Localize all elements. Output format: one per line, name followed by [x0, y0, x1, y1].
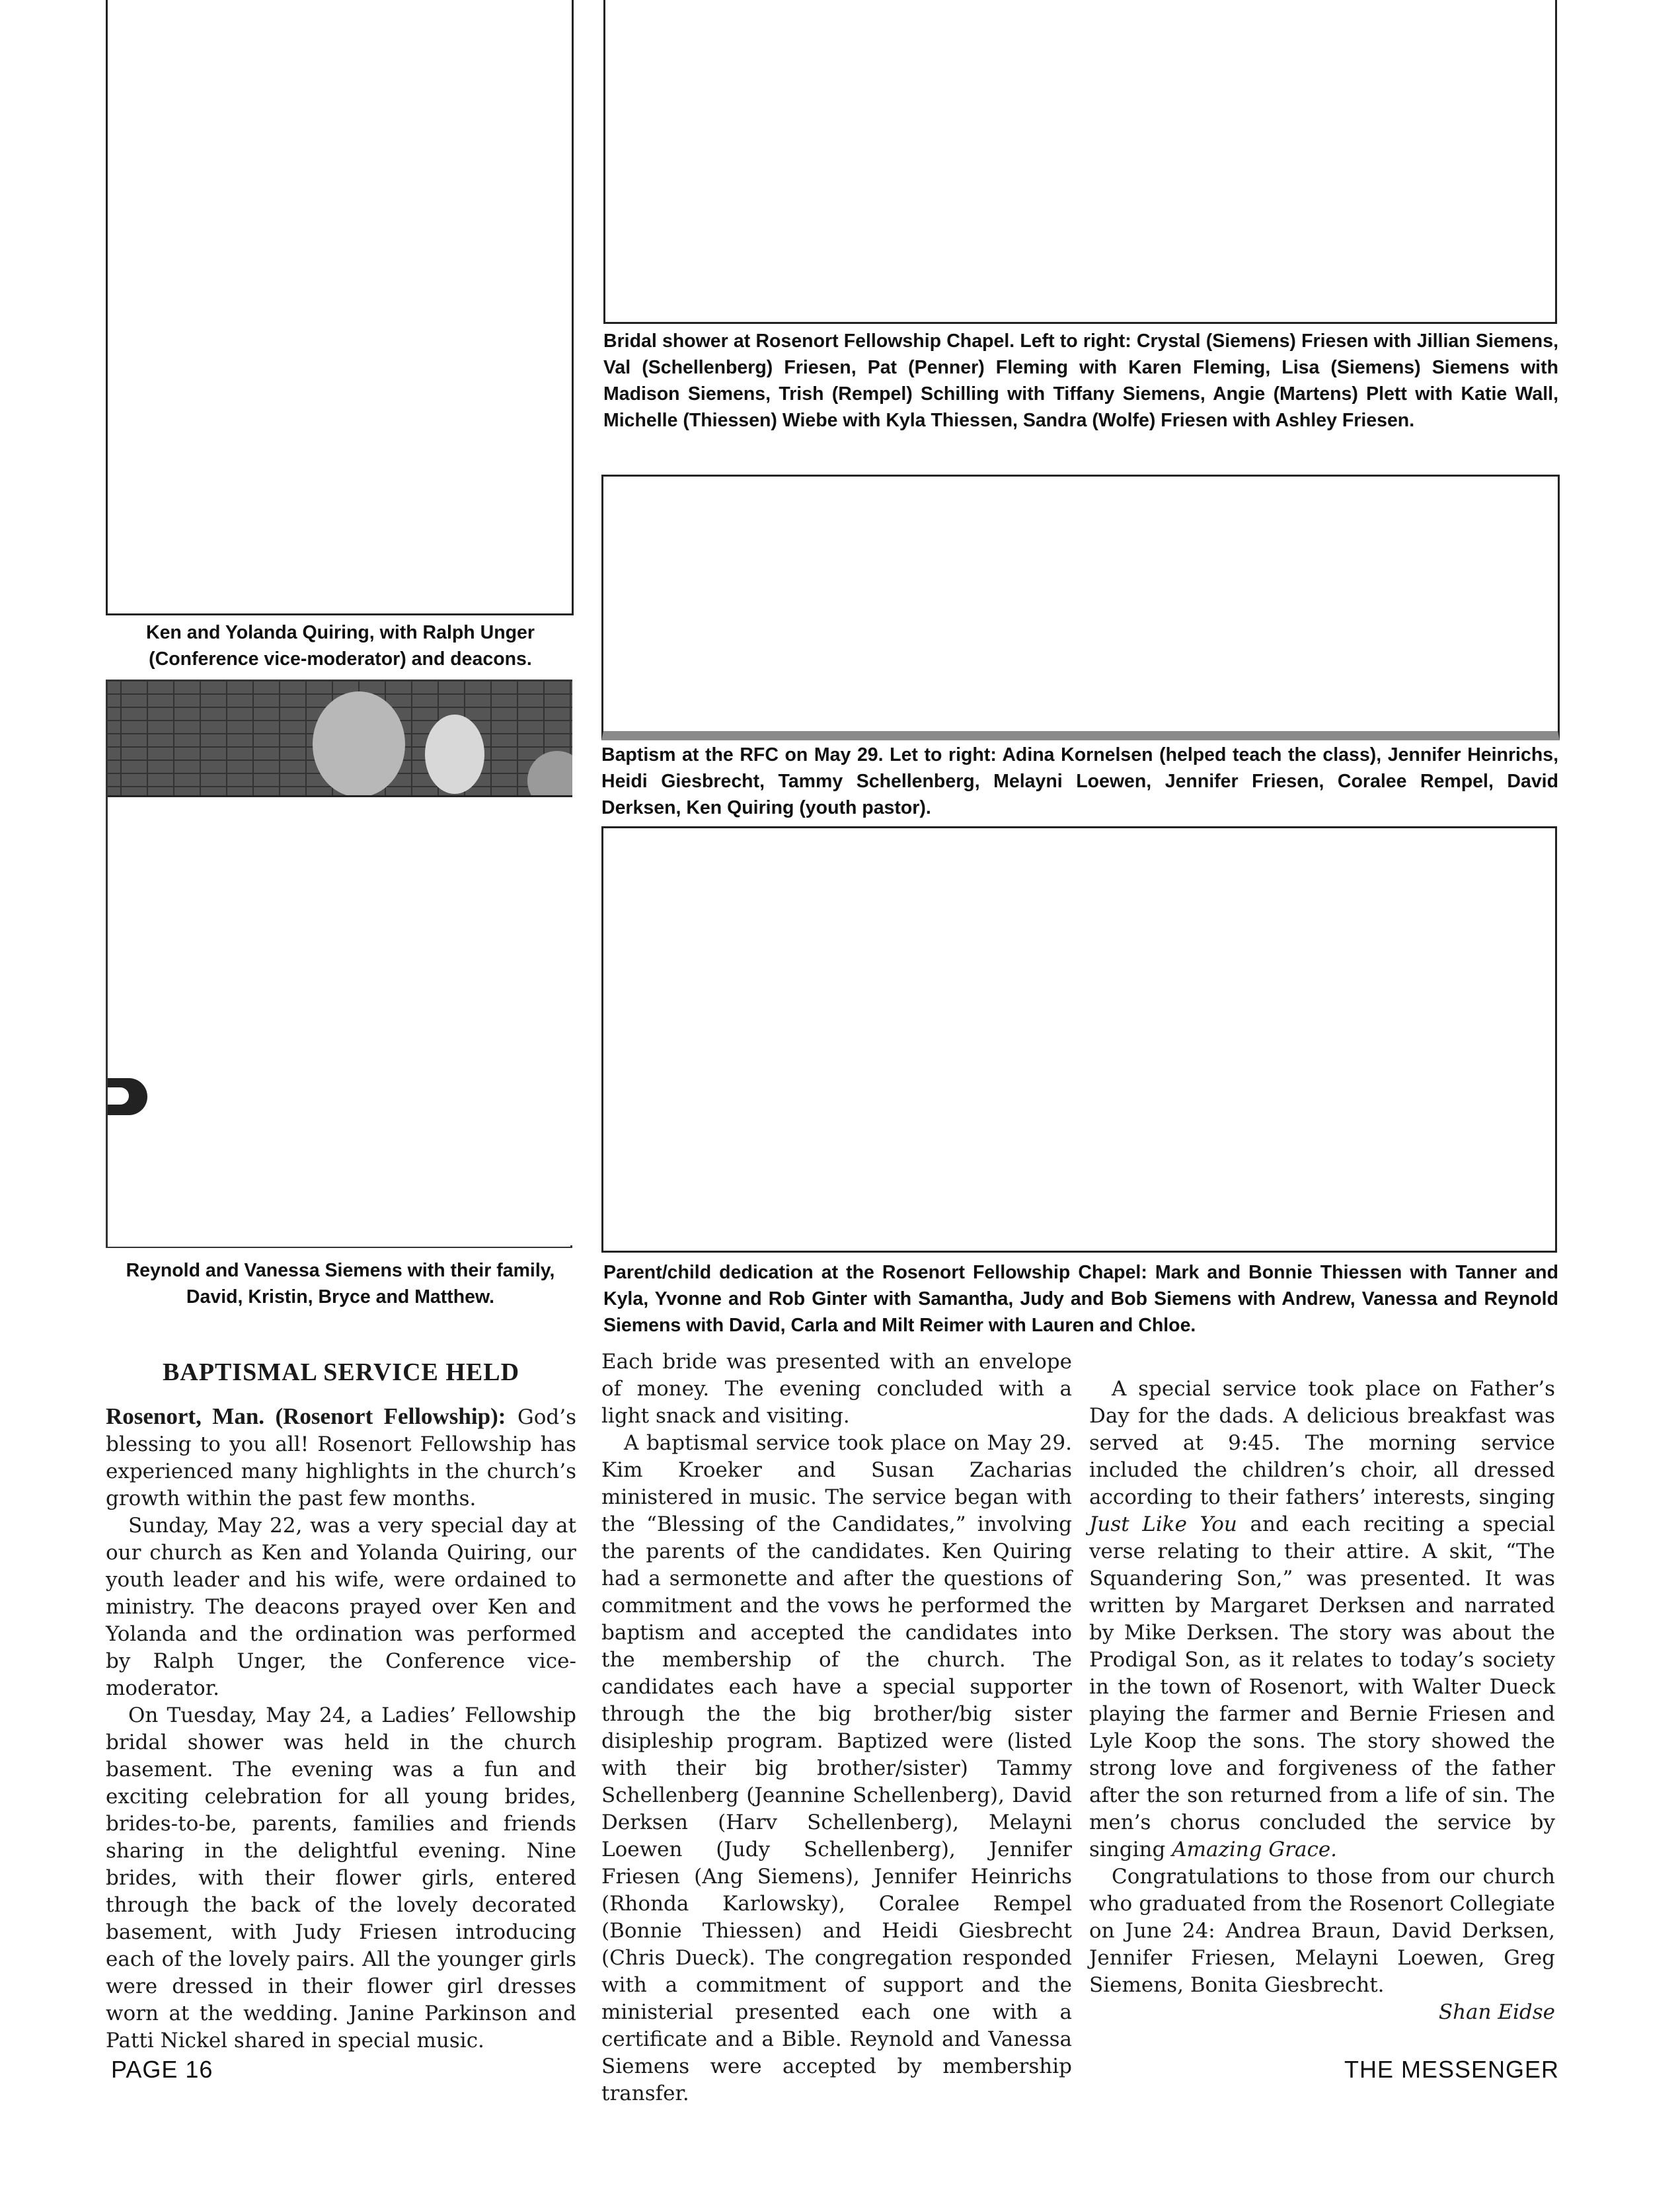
caption-siemens-family: Reynold and Vanessa Siemens with their family, David, Kristin, Bryce and Matthew.	[126, 1260, 555, 1308]
article-p6-text-b: and each reciting a special verse relating to their attire. A skit, “The Squandering Son,” was presented. It was written by Margaret Derksen and narrated by Mike Derksen. The story was about the Prodigal Son, as it relates to today’s society in the town of Rosenort, with Walter Dueck playing the farmer and Bernie Friesen and Lyle Koop the sons. The story showed the strong love and forgiveness of the father after the son returned from a life of sin. The men’s chorus concluded the service by singing	[1089, 1512, 1556, 1861]
article-paragraph-6	[1089, 1376, 1555, 1863]
page-number: PAGE 16	[111, 2056, 213, 2083]
article-p1-text: God’s blessing to you all! Rosenort Fellowship has experienced many highlights in the church’s growth within the past few months.	[106, 1405, 576, 1510]
article-column-1	[106, 1350, 576, 2054]
caption-ken-yolanda: Ken and Yolanda Quiring, with Ralph Unger (Conference vice-moderator) and deacons.	[146, 622, 535, 670]
publication-name: THE MESSENGER	[1344, 2056, 1559, 2083]
article-column-2	[601, 1348, 1072, 2107]
article-dateline: Rosenort, Man. (Rosenort Fellowship):	[106, 1403, 506, 1429]
caption-bridal-shower: Bridal shower at Rosenort Fellowship Chapel. Left to right: Crystal (Siemens) Friesen with Jillian Siemens, Val (Schellenberg) Friesen, Pat (Penner) Fleming with Karen Fleming, Lisa (Siemens) Siemens with Madison Siemens, Trish (Rempel) Schilling with Tiffany Siemens, Angie (Martens) Plett with Katie Wall, Michelle (Thiessen) Wiebe with Kyla Thiessen, Sandra (Wolfe) Friesen with Ashley Friesen.	[603, 331, 1558, 431]
caption-baptism: Baptism at the RFC on May 29. Let to right: Adina Kornelsen (helped teach the class), Jennifer Heinrichs, Heidi Giesbrecht, Tammy Schellenberg, Melayni Loewen, Jennifer Friesen, Coralee Rempel, David Derksen, Ken Quiring (youth pastor).	[601, 744, 1558, 818]
photo-ken-yolanda	[106, 0, 574, 615]
photo-visible-strip	[108, 682, 572, 797]
article-paragraph-7: Congratulations to those from our church who graduated from the Rosenort Collegiate on June 24: Andrea Braun, David Derksen, Jennifer Friesen, Melayni Loewen, Greg Siemens, Bonita Giesbrecht.	[1089, 1865, 1555, 1997]
photo-baptism	[601, 475, 1560, 740]
article-song-title-1: Just Like You	[1089, 1512, 1237, 1536]
photo-siemens-family	[106, 680, 572, 1248]
article-paragraph-3: On Tuesday, May 24, a Ladies’ Fellowship bridal shower was held in the church basement. The evening was a fun and exciting celebration for all young brides, brides-to-be, parents, families and friends sharing in the delightful evening. Nine brides, with their flower girls, entered through the back of the lovely decorated basement, with Judy Friesen introducing each of the lovely pairs. All the younger girls were dressed in their flower girl dresses worn at the wedding. Janine Parkinson and Patti Nickel shared in special music.	[106, 1703, 576, 2052]
article-paragraph-2: Sunday, May 22, was a very special day at our church as Ken and Yolanda Quiring, our youth leader and his wife, were ordained to ministry. The deacons prayed over Ken and Yolanda and the ordination was performed by Ralph Unger, the Conference vice-moderator.	[106, 1514, 576, 1700]
article-headline: BAPTISMAL SERVICE HELD	[162, 1358, 520, 1386]
article-paragraph-5: A baptismal service took place on May 29. Kim Kroeker and Susan Zacharias ministered in music. The service began with the “Blessing of the Candidates,” involving the parents of the candidates. Ken Quiring had a sermonette and after the questions of commitment and the vows he performed the baptism and accepted the candidates into the membership of the church. The candidates each have a special supporter through the the big brother/big sister disipleship program. Baptized were (listed with their big brother/sister) Tammy Schellenberg (Jeannine Schellenberg), David Derksen (Harv Schellenberg), Melayni Loewen (Judy Schellenberg), Jennifer Friesen (Ang Siemens), Jennifer Heinrichs (Rhonda Karlowsky), Coralee Rempel (Bonnie Thiessen) and Heidi Giesbrecht (Chris Dueck). The congregation responded with a commitment of support and the ministerial presented each one with a certificate and a Bible. Reynold and Vanessa Siemens were accepted by membership transfer.	[601, 1431, 1072, 2105]
photo-white-area	[108, 797, 570, 1247]
article-signature: Shan Eidse	[1438, 2000, 1555, 2024]
photo-edge-mark-inner	[108, 1087, 129, 1105]
article-paragraph-4: Each bride was presented with an envelope of money. The evening concluded with a light snack and visiting.	[601, 1350, 1072, 1428]
photo-dedication	[601, 826, 1557, 1253]
article-song-title-2: Amazing Grace.	[1172, 1838, 1338, 1861]
article-column-3	[1089, 1376, 1555, 2026]
article-p6-text-a: A special service took place on Father’s Day for the dads. A delicious breakfast was served at 9:45. The morning service included the children’s choir, all dressed according to their fathers’ interests, singing	[1089, 1377, 1555, 1509]
caption-dedication: Parent/child dedication at the Rosenort Fellowship Chapel: Mark and Bonnie Thiessen with Tanner and Kyla, Yvonne and Rob Ginter with Samantha, Judy and Bob Siemens with Andrew, Vanessa and Reynold Siemens with David, Carla and Milt Reimer with Lauren and Chloe.	[603, 1262, 1558, 1336]
article-paragraph-1	[106, 1403, 576, 1512]
photo-bridal-shower	[603, 0, 1557, 324]
